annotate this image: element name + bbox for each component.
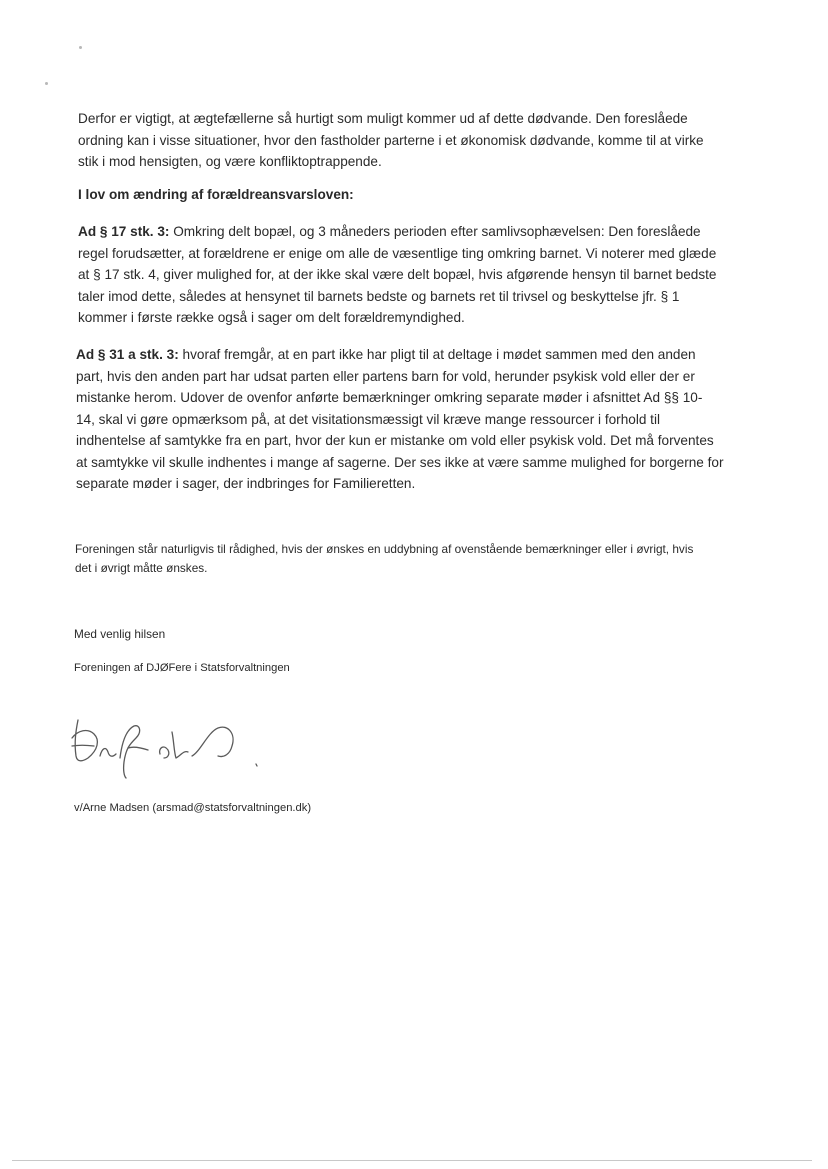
closing-line: det i øvrigt måtte ønskes. [75,560,208,575]
section-31-paragraph [76,344,748,495]
closing-paragraph [75,540,693,577]
section-17-line: at § 17 stk. 4, giver mulighed for, at der ikke skal være delt bopæl, hvis afgørende hensyn til barnet bedste [78,267,717,282]
section-31-first-line [76,344,748,366]
section-17-line: regel forudsætter, at forældrene er enige om alle de væsentlige ting omkring barnet. Vi noterer med glæde [78,245,717,261]
section-17-paragraph [78,221,750,329]
section-17-first-line-text: Omkring delt bopæl, og 3 måneders perioden efter samlivsophævelsen: Den foreslåede [169,224,701,239]
section-17-first-line [78,221,750,243]
section-31-line: 14, skal vi gøre opmærksom på, at det visitationsmæssigt vil kræve mange ressourcer i forhold til [76,411,660,427]
organisation-name: Foreningen af DJØFere i Statsforvaltningen [74,662,290,674]
section-31-label: Ad § 31 a stk. 3: [76,347,179,362]
section-31-line: mistanke herom. Udover de ovenfor anførte bemærkninger omkring separate møder i afsnittet Ad §§ 10- [76,390,703,405]
page-bottom-rule [12,1160,812,1161]
section-31-first-line-text: hvoraf fremgår, at en part ikke har pligt til at deltage i mødet sammen med den anden [178,347,696,362]
scan-speck [79,46,82,49]
closing-line: Foreningen står naturligvis til rådighed, hvis der ønskes en uddybning af ovenstående bemærkninger eller i øvrigt, hvis [75,542,694,556]
intro-line: ordning kan i visse situationer, hvor den fastholder parterne i et økonomisk dødvande, komme til at virke [78,132,704,148]
section-31-line: at samtykke vil skulle indhentes i mange af sagerne. Der ses ikke at være samme mulighed for borgerne for [76,454,724,470]
scan-speck [45,82,48,85]
greeting: Med venlig hilsen [74,627,166,641]
section-31-line: indhentelse af samtykke fra en part, hvor der kun er mistanke om vold eller psykisk vold. Det må forventes [76,433,714,448]
handwritten-signature [64,712,274,782]
intro-line: stik i mod hensigten, og være konfliktoptrappende. [78,154,382,169]
section-31-line: separate møder i sager, der indbringes for Familieretten. [76,476,416,491]
section-17-line: kommer i første række også i sager om delt forældremyndighed. [78,310,465,325]
intro-paragraph [78,108,750,173]
sender-line: v/Arne Madsen (arsmad@statsforvaltningen.dk) [74,802,312,814]
section-31-line: part, hvis den anden part har udsat parten eller partens barn for vold, herunder psykisk vold eller der er [76,368,695,384]
intro-line: Derfor er vigtigt, at ægtefællerne så hurtigt som muligt kommer ud af dette dødvande. Den foreslåede [78,111,688,126]
section-heading: I lov om ændring af forældreansvarsloven: [78,187,354,202]
signature-strokes [72,720,257,778]
section-17-line: taler imod dette, således at hensynet til barnets bedste og barnets ret til trivsel og beskyttelse jfr. § 1 [78,288,680,304]
section-17-label: Ad § 17 stk. 3: [78,224,170,239]
